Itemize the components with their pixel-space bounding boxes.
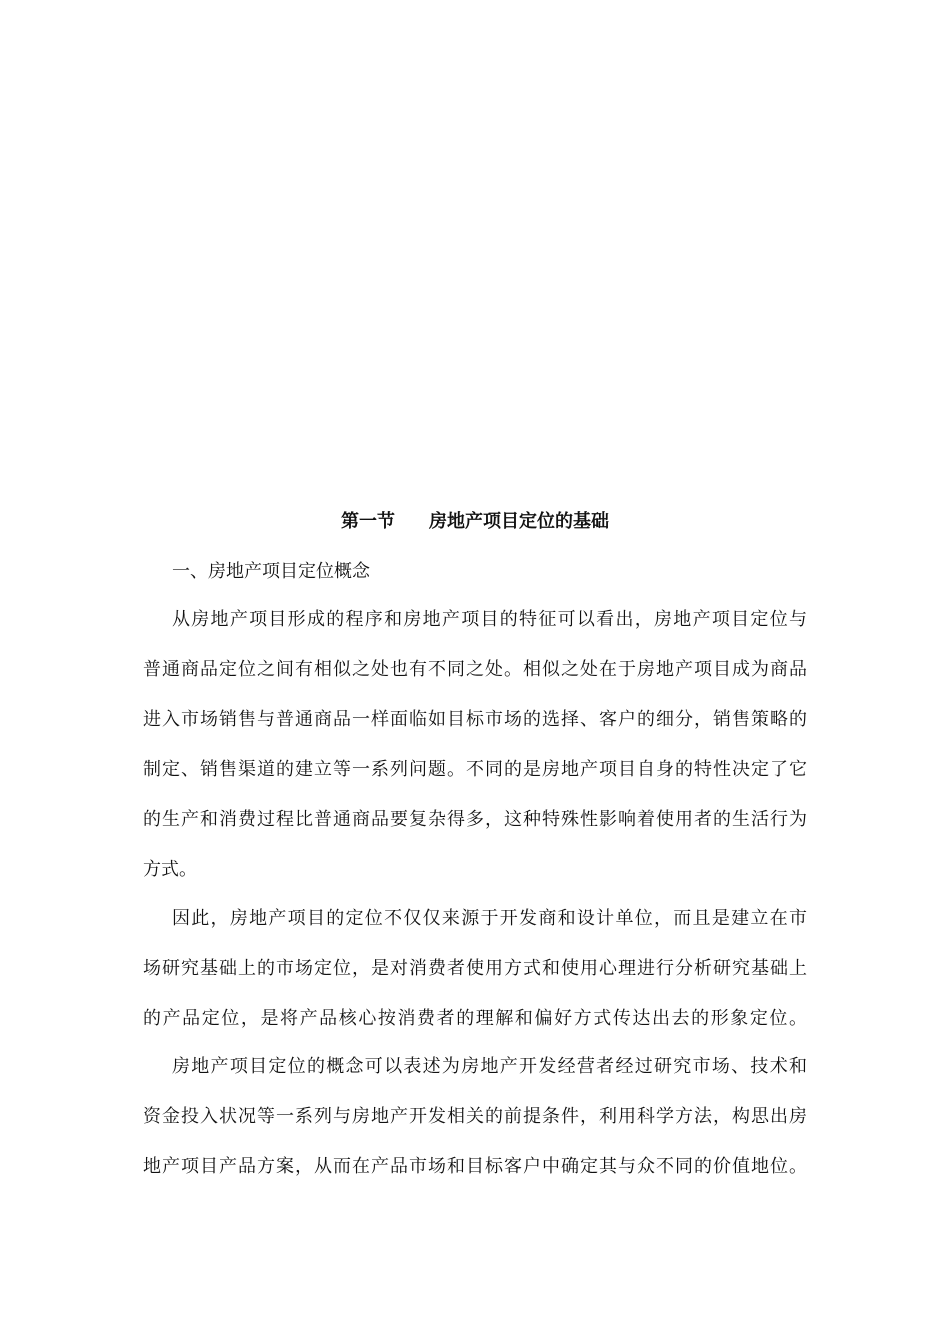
paragraph-line: 地产项目产品方案，从而在产品市场和目标客户中确定其与众不同的价值地位。 — [143, 1156, 807, 1177]
section-heading: 房地产项目定位的基础 — [429, 511, 609, 532]
paragraph-2 — [143, 905, 807, 1055]
section-title — [0, 508, 950, 536]
paragraph-line: 场研究基础上的市场定位，是对消费者使用方式和使用心理进行分析研究基础上 — [143, 958, 807, 979]
paragraph-line: 方式。 — [143, 859, 197, 880]
paragraph-line: 资金投入状况等一系列与房地产开发相关的前提条件，利用科学方法，构思出房 — [143, 1106, 807, 1127]
paragraph-line: 的生产和消费过程比普通商品要复杂得多，这种特殊性影响着使用者的生活行为 — [143, 809, 807, 830]
paragraph-line: 从房地产项目形成的程序和房地产项目的特征可以看出，房地产项目定位与 — [172, 609, 807, 630]
paragraph-line: 制定、销售渠道的建立等一系列问题。不同的是房地产项目自身的特性决定了它 — [143, 759, 807, 780]
paragraph-line: 的产品定位，是将产品核心按消费者的理解和偏好方式传达出去的形象定位。 — [143, 1008, 807, 1029]
subheading: 一、房地产项目定位概念 — [172, 561, 370, 582]
paragraph-line: 普通商品定位之间有相似之处也有不同之处。相似之处在于房地产项目成为商品 — [143, 659, 807, 680]
paragraph-3 — [143, 1053, 807, 1203]
section-number: 第一节 — [341, 511, 395, 532]
paragraph-line: 因此，房地产项目的定位不仅仅来源于开发商和设计单位，而且是建立在市 — [172, 908, 807, 929]
paragraph-line: 进入市场销售与普通商品一样面临如目标市场的选择、客户的细分，销售策略的 — [143, 709, 807, 730]
paragraph-1 — [143, 606, 807, 906]
paragraph-line: 房地产项目定位的概念可以表述为房地产开发经营者经过研究市场、技术和 — [172, 1056, 807, 1077]
